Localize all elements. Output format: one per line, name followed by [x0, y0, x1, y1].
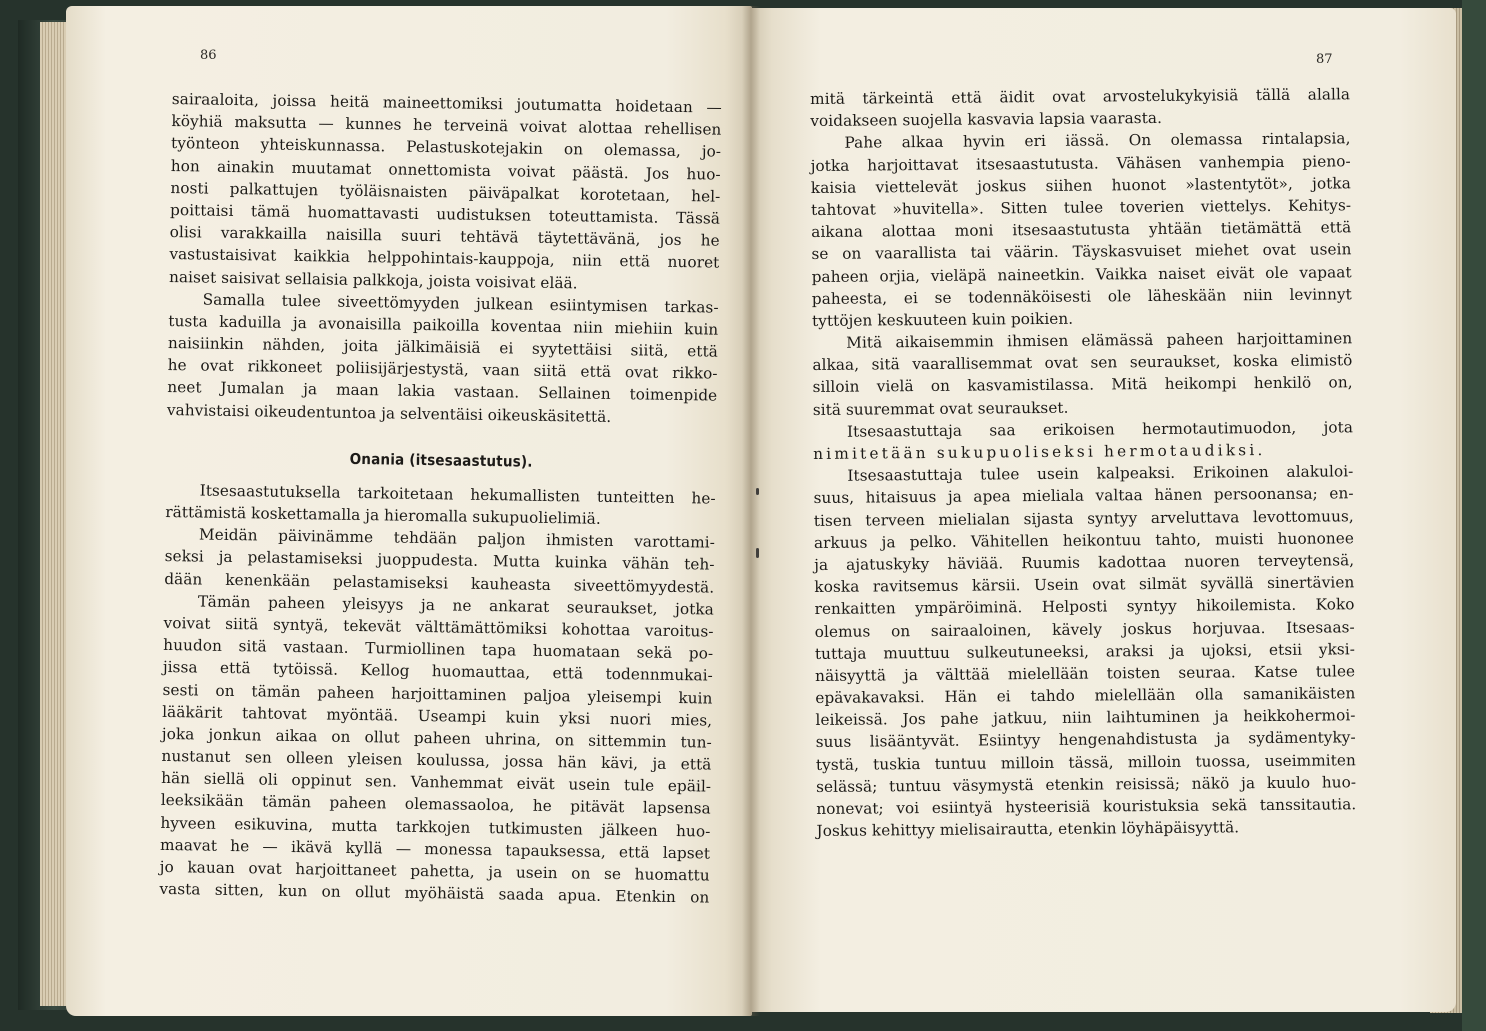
text-line: nosti palkattujen työläisnaisten päiväpalkat korotetaan, hel-	[170, 178, 721, 206]
text-line: Samalla tulee siveettömyyden julkean esiintymisen tarkas-	[202, 290, 719, 317]
text-line: Joskus kehittyy mielisairautta, etenkin löyhäpäisyyttä.	[816, 818, 1240, 841]
right-page	[750, 8, 1456, 1012]
text-line: mitä tärkeintä että äidit ovat arvostelukykyisiä tällä alalla	[810, 85, 1351, 108]
text-line: poittaisi tämä huomattavasti uudistuksen toteuttamista. Tässä	[169, 200, 721, 228]
left-page-text	[159, 88, 722, 909]
text-line: tystä, tuskia tuntuu milloin tässä, milloin tuossa, useimmiten	[815, 750, 1356, 774]
text-line: tuttaja muuttuu sulkeutuneeksi, araksi ja ujoksi, etsii yksi-	[814, 639, 1355, 663]
right-page-number: 87	[1316, 52, 1333, 67]
book-gutter	[742, 6, 760, 1016]
text-line: paheen orjia, vieläpä naineetkin. Vaikka naiset eivät ole vapaat	[811, 262, 1352, 286]
text-line: nonevat; voi esiintyä hysteerisiä kouristuksia sekä tanssitautia.	[816, 795, 1357, 818]
text-line: kaisia viettelevät joskus siihen huonot »lastentytöt», jotka	[810, 174, 1351, 197]
text-line: näisyyttä ja välttää mielellään toisten seuraa. Katse tulee	[815, 662, 1356, 685]
text-line: ja ajatuskyky häviää. Ruumis kadottaa nuoren terveytensä,	[814, 551, 1355, 574]
text-line: nustanut sen olleen yleisen koulussa, jossa hän kävi, ja että	[161, 746, 712, 774]
text-line: leikeissä. Jos pahe jatkuu, niin laihtuminen ja heikkohermoi-	[815, 706, 1356, 730]
left-page	[66, 6, 752, 1016]
right-text-block	[810, 83, 1357, 842]
text-line: epävakavaksi. Hän ei tahdo mielellään olla samanikäisten	[815, 684, 1356, 708]
text-line: koska ravitsemus kärsii. Usein ovat silmät syvällä sinertävien	[814, 573, 1355, 597]
text-line: Meidän päivinämme tehdään paljon ihmisten varottami-	[198, 525, 716, 552]
right-page-text	[810, 83, 1357, 842]
text-line: se on vaarallista tai väärin. Täyskasvuiset miehet ovat usein	[811, 240, 1352, 264]
text-line: vahvistaisi oikeudentuntoa ja selventäisi oikeuskäsitettä.	[166, 400, 612, 426]
text-line: sesti on tämän paheen harjoittaminen paljoa yleisempi kuin	[162, 680, 713, 708]
text-line: olisi varakkailla naisilla suuri tehtävä täytettävänä, jos he	[169, 223, 720, 250]
text-line: dään kenenkään pelastamiseksi kauheasta siveettömyydestä.	[164, 569, 715, 597]
text-line: hän siellä oli oppinut sen. Vanhemmat eivät usein tule epäil-	[161, 769, 712, 796]
text-line: tahtovat »huvitella». Sitten tulee toverien viettelys. Kehitys-	[810, 196, 1352, 219]
left-top-block	[167, 88, 722, 429]
text-line: työnteon yhteiskunnassa. Pelastuskotejakin on olemassa, jo-	[170, 134, 722, 162]
text-line: huudon sitä vastaan. Turmiollinen tapa huomataan sekä po-	[163, 636, 714, 663]
left-page-number: 86	[200, 48, 217, 63]
text-line: tisen terveen mielialan sijasta syntyy arveluttava levottomuus,	[813, 506, 1354, 530]
book-cover-right	[1462, 0, 1486, 1031]
text-line: selässä; tuntuu väsymystä etenkin reisissä; näkö ja kuulo huo-	[816, 773, 1357, 796]
text-line: nimitetään sukupuoliseksi hermotaudiksi.	[813, 441, 1266, 463]
text-line: Itsesaastuttaja tulee usein kalpeaksi. Erikoinen alakuloi-	[847, 462, 1354, 485]
text-line: vasta sitten, kun on ollut myöhäistä saada apua. Etenkin on	[159, 880, 710, 907]
text-line: voivat siitä syntyä, tekevät välttämättömiksi kohottaa varoitus-	[163, 613, 714, 641]
text-line: tyttöjen keskuuteen kuin poikien.	[811, 309, 1074, 330]
text-line: Pahe alkaa hyvin eri iässä. On olemassa rintalapsia,	[844, 129, 1351, 153]
text-line: rättämistä koskettamalla ja hieromalla sukupuolielimiä.	[165, 502, 601, 528]
text-line: leeksikään tämän paheen olemassaoloa, he pitävät lapsensa	[160, 791, 711, 818]
text-line: jotka harjoittavat itsesaastutusta. Vähäsen vanhempia pieno-	[810, 151, 1351, 175]
text-line: lääkärit tahtovat myöntää. Useampi kuin yksi nuori mies,	[162, 702, 713, 730]
text-line: arkuus ja pelko. Vähitellen heikontuu tahto, muisti huononee	[813, 529, 1355, 552]
text-line: seksi ja pelastamiseksi juoppudesta. Mutta kuinka vähän teh-	[164, 547, 715, 574]
text-line: renkaitten ympäröiminä. Helposti syntyy hikoilemista. Koko	[814, 595, 1355, 619]
text-line: Tämän paheen yleisyys ja ne ankarat seuraukset, jotka	[197, 592, 715, 619]
text-line: vastustaisivat kaikkia helppohintais-kauppoja, niin että nuoret	[169, 245, 720, 272]
left-bottom-block	[159, 479, 716, 909]
text-line: jissa että tytöissä. Kellog huomauttaa, että todennmukai-	[162, 658, 713, 685]
text-line: silloin vielä on kasvamistilassa. Mitä heikompi henkilö on,	[812, 373, 1353, 397]
text-line: Mitä aikaisemmin ihmisen elämässä paheen harjoittaminen	[846, 329, 1353, 352]
text-line: tusta kaduilla ja avonaisilla paikoilla koventaa niin miehiin kuin	[168, 311, 719, 339]
text-line: aikana alottaa moni itsesaastutusta yhtään tietämättä että	[811, 218, 1352, 242]
text-line: alkaa, sitä vaarallisemmat ovat sen seuraukset, koska elimistö	[812, 351, 1353, 375]
text-line: he ovat rikkoneet poliisijärjestystä, vaan siitä että ovat rikko-	[167, 356, 718, 383]
text-line: suus lisääntyvät. Esiintyy hengenahdistusta ja sydämentyky-	[815, 728, 1356, 752]
text-line: naisiinkin nähden, joita jälkimäisiä ei syytettäisi siitä, että	[167, 334, 719, 361]
text-line: neet Jumalan ja maan lakia vastaan. Sellainen toimenpide	[167, 378, 718, 406]
text-line: Itsesaastutuksella tarkoitetaan hekumallisten tunteitten he-	[199, 481, 716, 508]
text-line: paheesta, ei se todennäköisesti ole läheskään niin levinnyt	[811, 284, 1352, 308]
text-line: jo kauan ovat harjoittaneet pahetta, ja usein on se huomattu	[159, 857, 710, 885]
text-line: hyveen esikuvina, mutta tarkkojen tutkimusten jälkeen huo-	[160, 813, 711, 841]
text-line: köyhiä maksutta — kunnes he terveinä voivat alottaa rehellisen	[171, 112, 722, 139]
text-line: naiset saisivat sellaisia palkkoja, joista voisivat elää.	[168, 267, 578, 292]
text-line: hon ainakin muutamat onnettomista voivat päästä. Jos huo-	[170, 156, 721, 184]
text-line: suus, hitaisuus ja apea mieliala valtaa hänen persoonansa; en-	[813, 484, 1354, 508]
text-line: sitä suuremmat ovat seuraukset.	[812, 398, 1069, 419]
text-line: maavat he — ikävä kyllä — monessa tapauksessa, että lapset	[159, 835, 711, 863]
text-line: voidakseen suojella kasvavia lapsia vaarasta.	[810, 109, 1163, 131]
text-line: olemus on sairaaloinen, kävely joskus horjuvaa. Itsesaas-	[814, 617, 1355, 641]
text-line: joka jonkun aikaa on ollut paheen uhrina, on sittemmin tun-	[161, 724, 712, 752]
text-line: Itsesaastuttaja saa erikoisen hermotautimuodon, jota	[846, 418, 1354, 441]
section-heading: Onania (itsesaastutus).	[349, 449, 533, 471]
text-line: sairaaloita, joissa heitä maineettomiksi joutumatta hoidetaan —	[171, 89, 722, 117]
